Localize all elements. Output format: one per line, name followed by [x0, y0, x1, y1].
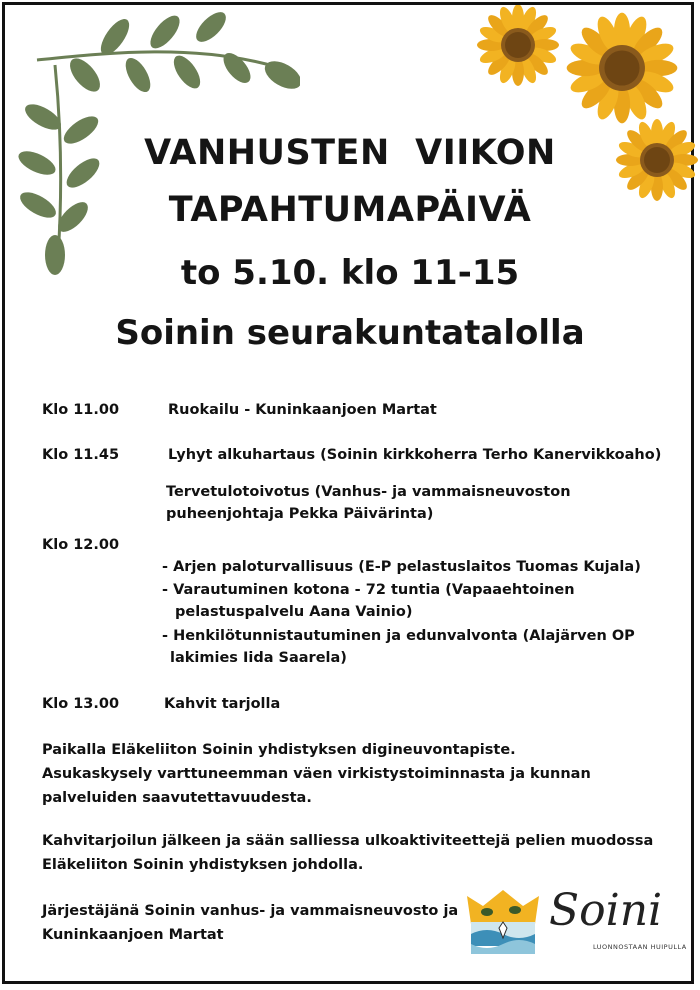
- info-line: Kahvitarjoilun jälkeen ja sään salliessa ulkoaktiviteettejä pelien muodossa: [42, 833, 654, 849]
- schedule-time: Klo 11.00: [42, 402, 120, 418]
- schedule-text: Kahvit tarjolla: [164, 696, 281, 712]
- sunflower-large: [567, 13, 678, 124]
- info-line: Asukaskysely varttuneemman väen virkistystoiminnasta ja kunnan: [42, 766, 591, 782]
- title-line-2: TAPAHTUMAPÄIVÄ: [168, 190, 532, 230]
- schedule-text: Lyhyt alkuhartaus (Soinin kirkkoherra Terho Kanervikkoaho): [168, 447, 662, 463]
- sunflowers-decoration: [470, 5, 700, 205]
- info-line: Kuninkaanjoen Martat: [42, 927, 224, 943]
- logo-tagline: LUONNOSTAAN HUIPULLA: [593, 943, 687, 951]
- info-line: Järjestäjänä Soinin vanhus- ja vammaisneuvosto ja: [42, 903, 459, 919]
- info-paragraph: [42, 829, 682, 877]
- schedule-time: Klo 12.00: [42, 537, 120, 553]
- info-line: palveluiden saavutettavuudesta.: [42, 790, 312, 806]
- title-venue: Soinin seurakuntatalolla: [115, 313, 585, 353]
- schedule-item: - Varautuminen kotona - 72 tuntia (Vapaaehtoinen: [162, 582, 575, 598]
- organizer-paragraph: [42, 899, 462, 947]
- schedule-text: Ruokailu - Kuninkaanjoen Martat: [168, 402, 437, 418]
- info-line: Paikalla Eläkeliiton Soinin yhdistyksen digineuvontapiste.: [42, 742, 516, 758]
- schedule-item: lakimies Iida Saarela): [170, 650, 347, 666]
- schedule-time: Klo 11.45: [42, 447, 120, 463]
- sunflower-small: [477, 5, 559, 86]
- title-date: to 5.10. klo 11-15: [180, 253, 520, 293]
- schedule-text: Tervetulotoivotus (Vanhus- ja vammaisneuvoston: [166, 484, 571, 500]
- title-line-1: VANHUSTEN VIIKON: [144, 133, 556, 173]
- schedule-item: pelastuspalvelu Aana Vainio): [175, 604, 413, 620]
- info-paragraph: [42, 738, 642, 810]
- schedule-item: - Arjen paloturvallisuus (E-P pelastuslaitos Tuomas Kujala): [162, 559, 641, 575]
- schedule-text: puheenjohtaja Pekka Päivärinta): [166, 506, 434, 522]
- schedule-time: Klo 13.00: [42, 696, 120, 712]
- soini-crest-logo: [463, 888, 543, 963]
- logo-wordmark: Soini: [549, 885, 663, 936]
- info-line: Eläkeliiton Soinin yhdistyksen johdolla.: [42, 857, 364, 873]
- schedule-item: - Henkilötunnistautuminen ja edunvalvonta (Alajärven OP: [162, 628, 635, 644]
